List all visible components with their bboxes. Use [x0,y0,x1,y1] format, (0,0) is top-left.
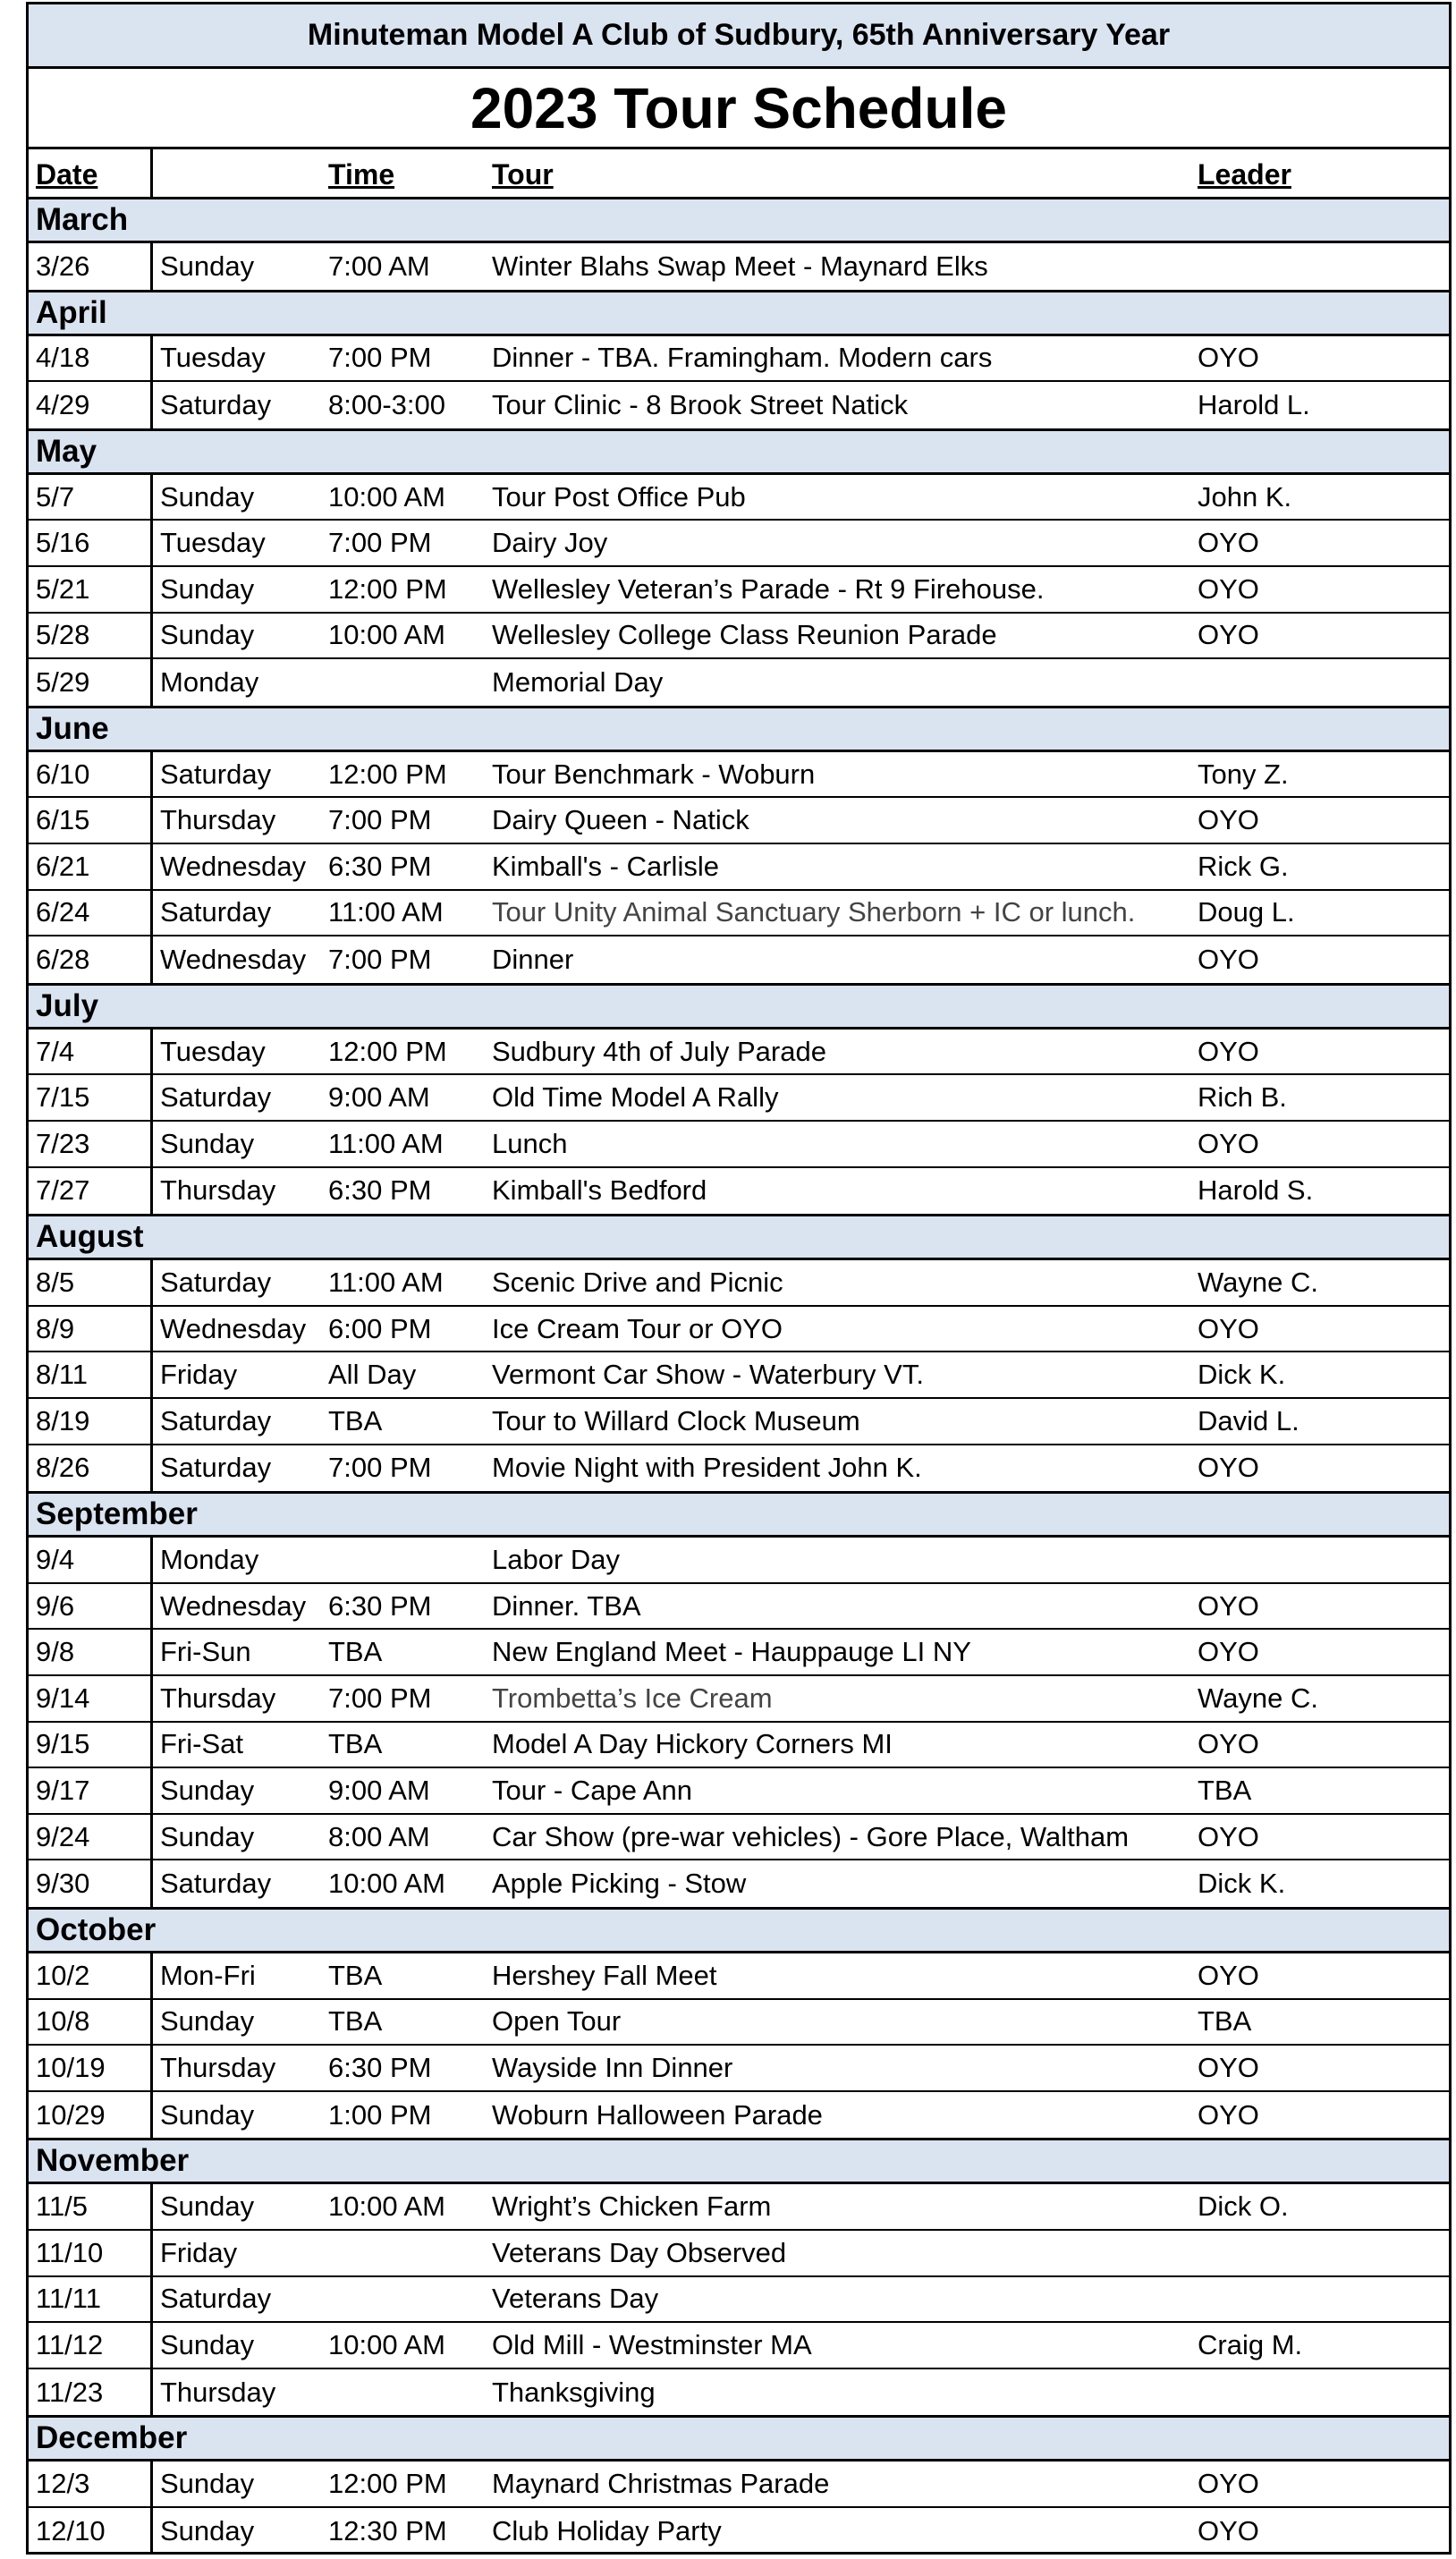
row-day: Sunday [160,572,255,605]
schedule-row [29,2277,1449,2324]
row-tour: Dinner - TBA. Framingham. Modern cars [492,342,993,374]
row-tour: Open Tour [492,2005,622,2038]
row-day: Friday [160,1359,238,1391]
row-leader: OYO [1198,527,1259,559]
month-header: July [29,983,1449,1030]
row-leader: OYO [1198,2098,1259,2131]
schedule-row [29,2323,1449,2369]
row-tour: Vermont Car Show - Waterbury VT. [492,1359,924,1391]
schedule-row [29,336,1449,383]
row-time: 11:00 AM [328,1266,444,1298]
row-time: 12:00 PM [328,1035,447,1067]
header-leader: Leader [1198,158,1291,191]
row-time: 9:00 AM [328,1081,430,1114]
column-header-row [29,149,1449,199]
row-day: Sunday [160,1774,255,1806]
row-time: TBA [328,1404,383,1436]
row-date: 8/9 [36,1312,75,1344]
row-day: Friday [160,2236,238,2268]
row-date: 6/10 [36,758,90,790]
schedule-row [29,1075,1449,1122]
row-tour: Thanksgiving [492,2376,656,2408]
row-time: 12:30 PM [328,2514,447,2546]
row-leader: Harold L. [1198,388,1310,420]
row-day: Sunday [160,2005,255,2038]
schedule-row [29,382,1449,428]
row-day: Fri-Sat [160,1728,243,1760]
schedule-row [29,1122,1449,1168]
schedule-row [29,2046,1449,2092]
row-time: 11:00 AM [328,1127,444,1159]
row-date: 7/23 [36,1127,90,1159]
row-day: Tuesday [160,527,266,559]
row-leader: Doug L. [1198,896,1295,928]
row-time: 7:00 PM [328,1452,432,1484]
row-tour: Movie Night with President John K. [492,1452,922,1484]
row-time: TBA [328,2005,383,2038]
schedule-row [29,1768,1449,1815]
row-time: 6:00 PM [328,1312,432,1344]
row-date: 5/29 [36,665,90,698]
header-date: Date [36,158,98,191]
row-tour: Scenic Drive and Picnic [492,1266,783,1298]
row-day: Saturday [160,1868,272,1900]
row-leader: OYO [1198,619,1259,651]
row-day: Sunday [160,2098,255,2131]
row-date: 11/11 [36,2283,101,2315]
schedule-row [29,2184,1449,2231]
row-time: 10:00 AM [328,1868,445,1900]
row-day: Wednesday [160,1589,307,1622]
row-leader: OYO [1198,2051,1259,2083]
row-time: 12:00 PM [328,572,447,605]
club-banner: Minuteman Model A Club of Sudbury, 65th Anniversary Year [29,4,1449,69]
row-day: Sunday [160,480,255,513]
row-day: Tuesday [160,1035,266,1067]
row-date: 6/24 [36,896,90,928]
row-tour: Tour Unity Animal Sanctuary Sherborn + IC or lunch. [492,896,1136,928]
row-day: Monday [160,1543,259,1575]
schedule-row [29,243,1449,290]
row-time: 6:30 PM [328,850,432,882]
schedule-row [29,614,1449,660]
schedule-row [29,1584,1449,1631]
schedule-row [29,1538,1449,1584]
row-leader: OYO [1198,1636,1259,1668]
row-day: Sunday [160,1127,255,1159]
schedule-row [29,798,1449,844]
row-tour: Dinner. TBA [492,1589,641,1622]
row-leader: OYO [1198,2468,1259,2500]
row-time: 11:00 AM [328,896,444,928]
row-time: 1:00 PM [328,2098,432,2131]
row-tour: Old Mill - Westminster MA [492,2328,812,2360]
row-date: 11/23 [36,2376,104,2408]
date-column-divider [150,2462,153,2554]
month-header: May [29,428,1449,475]
row-day: Thursday [160,2376,276,2408]
month-header: August [29,1214,1449,1260]
schedule-row [29,659,1449,706]
row-tour: Winter Blahs Swap Meet - Maynard Elks [492,250,988,282]
row-day: Sunday [160,2468,255,2500]
row-tour: Dairy Queen - Natick [492,804,749,836]
row-leader: OYO [1198,1452,1259,1484]
row-tour: Dinner [492,943,574,975]
row-tour: Wright’s Chicken Farm [492,2190,772,2223]
row-leader: OYO [1198,804,1259,836]
row-date: 8/26 [36,1452,90,1484]
row-tour: Club Holiday Party [492,2514,722,2546]
row-day: Sunday [160,250,255,282]
row-tour: Car Show (pre-war vehicles) - Gore Place, Waltham [492,1820,1130,1852]
row-date: 9/15 [36,1728,90,1760]
row-day: Thursday [160,2051,276,2083]
row-day: Fri-Sun [160,1636,251,1668]
row-tour: Ice Cream Tour or OYO [492,1312,783,1344]
row-tour: Wellesley Veteran’s Parade - Rt 9 Firehouse. [492,572,1045,605]
month-header: October [29,1907,1449,1953]
row-tour: Model A Day Hickory Corners MI [492,1728,893,1760]
row-tour: Sudbury 4th of July Parade [492,1035,826,1067]
schedule-row [29,1399,1449,1445]
row-time: 8:00 AM [328,1820,430,1852]
row-tour: Tour Clinic - 8 Brook Street Natick [492,388,909,420]
schedule-row [29,2462,1449,2508]
header-divider [150,149,153,199]
row-day: Sunday [160,2190,255,2223]
row-leader: TBA [1198,1774,1252,1806]
row-date: 5/21 [36,572,90,605]
schedule-row [29,2092,1449,2139]
schedule-row [29,1168,1449,1215]
schedule-row [29,1445,1449,1492]
row-date: 5/7 [36,480,75,513]
row-date: 5/28 [36,619,90,651]
row-day: Saturday [160,388,272,420]
row-leader: Rick G. [1198,850,1289,882]
month-header: December [29,2415,1449,2462]
row-leader: Harold S. [1198,1174,1314,1207]
month-header: November [29,2138,1449,2184]
row-day: Monday [160,665,259,698]
row-tour: Memorial Day [492,665,664,698]
row-date: 9/17 [36,1774,90,1806]
schedule-row [29,1260,1449,1307]
row-tour: Dairy Joy [492,527,608,559]
row-date: 8/19 [36,1404,90,1436]
row-tour: Apple Picking - Stow [492,1868,747,1900]
row-day: Saturday [160,1452,272,1484]
row-tour: Wayside Inn Dinner [492,2051,733,2083]
row-tour: Veterans Day [492,2283,659,2315]
row-date: 9/6 [36,1589,75,1622]
row-day: Thursday [160,1174,276,1207]
schedule-row [29,567,1449,614]
schedule-row [29,1860,1449,1907]
date-column-divider [150,2184,153,2415]
row-date: 9/14 [36,1682,90,1714]
row-time: 7:00 PM [328,943,432,975]
row-day: Sunday [160,1820,255,1852]
row-leader: Dick O. [1198,2190,1289,2223]
date-column-divider [150,1953,153,2138]
row-time: 6:30 PM [328,1589,432,1622]
schedule-row [29,891,1449,937]
row-day: Sunday [160,2514,255,2546]
row-date: 6/21 [36,850,90,882]
month-header: March [29,197,1449,243]
row-day: Sunday [160,619,255,651]
row-time: 9:00 AM [328,1774,430,1806]
row-day: Tuesday [160,342,266,374]
row-leader: OYO [1198,1728,1259,1760]
row-time: 8:00-3:00 [328,388,445,420]
row-date: 7/15 [36,1081,90,1114]
row-leader: OYO [1198,1312,1259,1344]
row-date: 4/18 [36,342,90,374]
schedule-sheet [26,2,1452,2555]
row-tour: Hershey Fall Meet [492,1959,717,1991]
row-tour: Wellesley College Class Reunion Parade [492,619,997,651]
row-leader: OYO [1198,342,1259,374]
page-title: 2023 Tour Schedule [29,69,1449,149]
header-time: Time [328,158,395,191]
row-date: 9/30 [36,1868,90,1900]
schedule-row [29,752,1449,799]
row-time: 12:00 PM [328,758,447,790]
row-date: 10/19 [36,2051,106,2083]
row-date: 5/16 [36,527,90,559]
row-date: 8/11 [36,1359,89,1391]
row-date: 11/12 [36,2328,104,2360]
row-day: Mon-Fri [160,1959,256,1991]
row-leader: Craig M. [1198,2328,1303,2360]
row-tour: New England Meet - Hauppauge LI NY [492,1636,971,1668]
row-date: 12/10 [36,2514,106,2546]
row-day: Saturday [160,1081,272,1114]
date-column-divider [150,1538,153,1907]
row-tour: Woburn Halloween Parade [492,2098,823,2131]
row-date: 11/10 [36,2236,104,2268]
row-date: 10/2 [36,1959,90,1991]
row-time: All Day [328,1359,417,1391]
schedule-row [29,2231,1449,2277]
row-tour: Tour - Cape Ann [492,1774,693,1806]
schedule-row [29,936,1449,983]
row-tour: Tour to Willard Clock Museum [492,1404,860,1436]
schedule-row [29,2369,1449,2416]
row-day: Sunday [160,2328,255,2360]
row-time: TBA [328,1728,383,1760]
row-date: 9/24 [36,1820,90,1852]
header-tour: Tour [492,158,554,191]
row-leader: OYO [1198,943,1259,975]
row-day: Saturday [160,896,272,928]
row-time: 10:00 AM [328,2190,445,2223]
row-tour: Old Time Model A Rally [492,1081,779,1114]
row-date: 6/28 [36,943,90,975]
row-day: Thursday [160,1682,276,1714]
row-time: TBA [328,1636,383,1668]
row-leader: Dick K. [1198,1868,1286,1900]
row-day: Wednesday [160,943,307,975]
schedule-row [29,2508,1449,2555]
row-time: 6:30 PM [328,2051,432,2083]
row-time: 10:00 AM [328,619,445,651]
month-header: September [29,1491,1449,1538]
row-tour: Kimball's - Carlisle [492,850,719,882]
row-date: 3/26 [36,250,90,282]
schedule-row [29,521,1449,567]
row-day: Wednesday [160,850,307,882]
row-date: 9/8 [36,1636,75,1668]
row-time: 12:00 PM [328,2468,447,2500]
schedule-row [29,1953,1449,2000]
row-tour: Kimball's Bedford [492,1174,707,1207]
row-leader: OYO [1198,1589,1259,1622]
row-tour: Labor Day [492,1543,621,1575]
row-date: 6/15 [36,804,90,836]
row-time: 7:00 PM [328,1682,432,1714]
row-date: 9/4 [36,1543,75,1575]
row-leader: Wayne C. [1198,1266,1318,1298]
row-day: Saturday [160,2283,272,2315]
row-date: 8/5 [36,1266,75,1298]
row-leader: OYO [1198,572,1259,605]
row-date: 10/8 [36,2005,90,2038]
date-column-divider [150,1260,153,1491]
row-leader: Wayne C. [1198,1682,1318,1714]
schedule-row [29,1676,1449,1723]
row-day: Saturday [160,758,272,790]
row-date: 10/29 [36,2098,106,2131]
row-date: 7/4 [36,1035,75,1067]
row-time: 7:00 AM [328,250,430,282]
row-time: 7:00 PM [328,804,432,836]
month-header: June [29,706,1449,752]
row-leader: OYO [1198,1035,1259,1067]
schedule-row [29,1815,1449,1861]
row-leader: Rich B. [1198,1081,1287,1114]
row-time: 10:00 AM [328,480,445,513]
schedule-row [29,1030,1449,1076]
row-time: 7:00 PM [328,527,432,559]
row-time: 7:00 PM [328,342,432,374]
row-date: 7/27 [36,1174,90,1207]
month-header: April [29,290,1449,336]
schedule-row [29,475,1449,521]
row-time: TBA [328,1959,383,1991]
schedule-row [29,1723,1449,1769]
row-leader: TBA [1198,2005,1252,2038]
schedule-row [29,844,1449,891]
row-leader: OYO [1198,1959,1259,1991]
row-date: 4/29 [36,388,90,420]
schedule-row [29,1307,1449,1353]
row-leader: David L. [1198,1404,1299,1436]
row-leader: Tony Z. [1198,758,1289,790]
row-day: Thursday [160,804,276,836]
date-column-divider [150,475,153,706]
date-column-divider [150,752,153,983]
date-column-divider [150,243,153,290]
row-leader: OYO [1198,1127,1259,1159]
row-leader: OYO [1198,2514,1259,2546]
row-tour: Veterans Day Observed [492,2236,787,2268]
row-leader: Dick K. [1198,1359,1286,1391]
row-time: 10:00 AM [328,2328,445,2360]
row-day: Saturday [160,1266,272,1298]
row-tour: Tour Post Office Pub [492,480,746,513]
schedule-row [29,1352,1449,1399]
row-leader: OYO [1198,1820,1259,1852]
row-date: 11/5 [36,2190,89,2223]
row-date: 12/3 [36,2468,90,2500]
row-day: Saturday [160,1404,272,1436]
row-leader: John K. [1198,480,1292,513]
row-time: 6:30 PM [328,1174,432,1207]
date-column-divider [150,336,153,428]
date-column-divider [150,1030,153,1214]
row-tour: Lunch [492,1127,568,1159]
row-tour: Tour Benchmark - Woburn [492,758,816,790]
schedule-row [29,1630,1449,1676]
row-day: Wednesday [160,1312,307,1344]
row-tour: Trombetta’s Ice Cream [492,1682,773,1714]
row-tour: Maynard Christmas Parade [492,2468,830,2500]
schedule-row [29,2000,1449,2046]
